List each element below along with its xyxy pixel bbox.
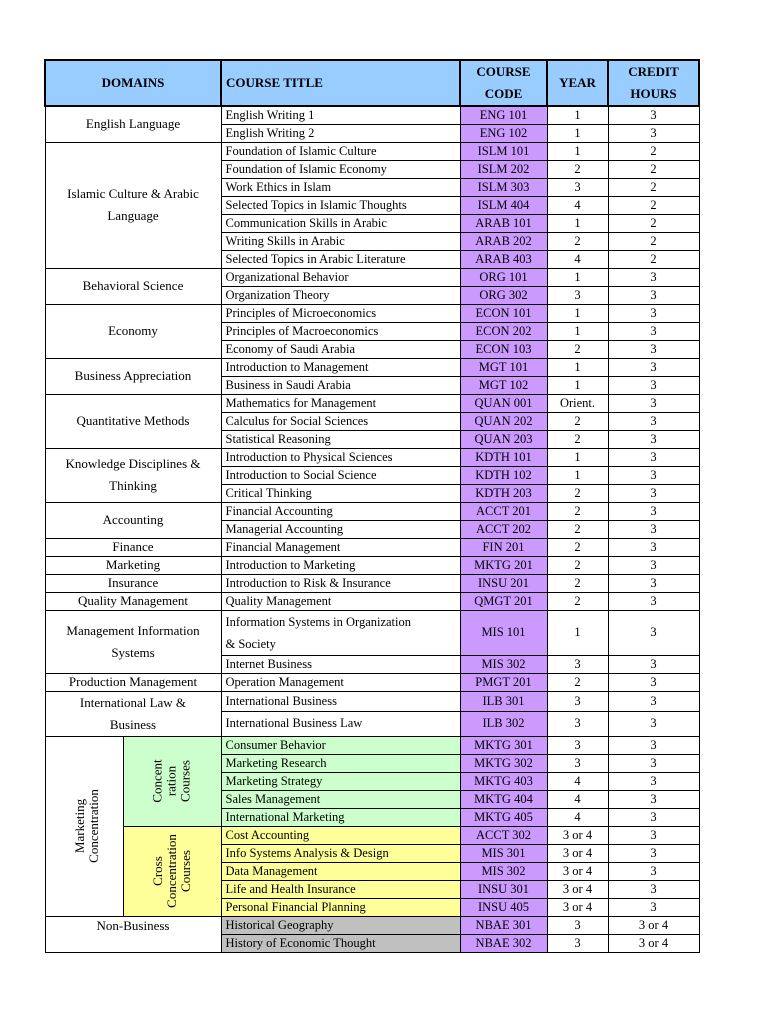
domain-islamic-line1: Islamic Culture & Arabic — [67, 186, 199, 201]
header-course-code — [460, 60, 547, 106]
course-title — [221, 610, 460, 655]
course-code: ISLM 202 — [460, 160, 547, 178]
domain-knowledge — [45, 448, 221, 502]
domain-production: Production Management — [45, 673, 221, 691]
course-title: Work Ethics in Islam — [221, 178, 460, 196]
course-year: Orient. — [547, 394, 608, 412]
course-code: KDTH 203 — [460, 484, 547, 502]
course-year: 1 — [547, 268, 608, 286]
course-credit: 3 — [608, 711, 699, 736]
cross-concentration-cell — [123, 826, 221, 916]
course-credit: 3 — [608, 268, 699, 286]
course-credit: 3 or 4 — [608, 916, 699, 934]
course-year: 3 — [547, 691, 608, 711]
course-code: ECON 103 — [460, 340, 547, 358]
course-year: 1 — [547, 448, 608, 466]
course-code: NBAE 301 — [460, 916, 547, 934]
course-credit: 3 — [608, 340, 699, 358]
course-credit: 3 — [608, 376, 699, 394]
course-code: ECON 101 — [460, 304, 547, 322]
course-title: Marketing Strategy — [221, 772, 460, 790]
course-title: Historical Geography — [221, 916, 460, 934]
course-title: Quality Management — [221, 592, 460, 610]
course-year: 3 or 4 — [547, 826, 608, 844]
course-credit: 3 — [608, 520, 699, 538]
course-title: Introduction to Physical Sciences — [221, 448, 460, 466]
domain-marketing: Marketing — [45, 556, 221, 574]
course-code: ENG 102 — [460, 124, 547, 142]
course-code: ENG 101 — [460, 106, 547, 124]
course-year: 3 or 4 — [547, 844, 608, 862]
cross-line1: Cross — [150, 855, 165, 886]
course-title: Organizational Behavior — [221, 268, 460, 286]
conc-line2: ration — [163, 765, 179, 796]
course-code: PMGT 201 — [460, 673, 547, 691]
course-code: ARAB 403 — [460, 250, 547, 268]
course-title: Info Systems Analysis & Design — [221, 844, 460, 862]
header-domains: DOMAINS — [45, 60, 221, 106]
domain-insurance: Insurance — [45, 574, 221, 592]
course-year: 1 — [547, 124, 608, 142]
course-year: 3 — [547, 655, 608, 673]
marketing-concentration-label — [72, 789, 100, 863]
cross-line2: Concentration — [164, 833, 179, 908]
course-year: 2 — [547, 484, 608, 502]
course-code: ORG 101 — [460, 268, 547, 286]
course-credit: 3 — [608, 790, 699, 808]
course-title: Introduction to Marketing — [221, 556, 460, 574]
course-year: 2 — [547, 160, 608, 178]
course-title: Sales Management — [221, 790, 460, 808]
course-credit: 3 — [608, 655, 699, 673]
course-year: 2 — [547, 520, 608, 538]
course-title: Life and Health Insurance — [221, 880, 460, 898]
course-year: 3 — [547, 286, 608, 304]
course-credit: 3 or 4 — [608, 934, 699, 952]
course-title-line1: Information Systems in Organization — [225, 614, 412, 629]
course-year: 4 — [547, 196, 608, 214]
course-credit: 3 — [608, 430, 699, 448]
course-code: ISLM 404 — [460, 196, 547, 214]
course-title: Business in Saudi Arabia — [221, 376, 460, 394]
header-year: YEAR — [547, 60, 608, 106]
header-credit-hours — [608, 60, 699, 106]
course-credit: 3 — [608, 286, 699, 304]
course-credit: 3 — [608, 448, 699, 466]
domain-quality: Quality Management — [45, 592, 221, 610]
course-credit: 2 — [608, 178, 699, 196]
course-year: 2 — [547, 340, 608, 358]
mkt-conc-line1: Marketing — [71, 798, 87, 853]
domain-non-business: Non-Business — [45, 916, 221, 952]
domain-quantitative: Quantitative Methods — [45, 394, 221, 448]
cross-line3: Courses — [178, 849, 193, 892]
conc-line3: Courses — [177, 759, 193, 802]
domain-intl-law-line2: Business — [109, 716, 157, 732]
domain-marketing-concentration — [45, 736, 123, 916]
course-code: INSU 201 — [460, 574, 547, 592]
course-code: MKTG 405 — [460, 808, 547, 826]
course-title: Cost Accounting — [221, 826, 460, 844]
domain-islamic — [45, 142, 221, 268]
course-year: 2 — [547, 232, 608, 250]
domain-knowledge-line1: Knowledge Disciplines & — [65, 456, 201, 471]
course-title: Introduction to Management — [221, 358, 460, 376]
course-credit: 3 — [608, 610, 699, 655]
course-title: Managerial Accounting — [221, 520, 460, 538]
course-year: 3 — [547, 178, 608, 196]
course-year: 1 — [547, 142, 608, 160]
course-code: MKTG 201 — [460, 556, 547, 574]
course-year: 3 — [547, 736, 608, 754]
course-title: International Business Law — [221, 711, 460, 736]
course-title: Economy of Saudi Arabia — [221, 340, 460, 358]
course-year: 1 — [547, 106, 608, 124]
course-code: ACCT 202 — [460, 520, 547, 538]
course-credit: 3 — [608, 502, 699, 520]
course-year: 2 — [547, 430, 608, 448]
course-credit: 3 — [608, 880, 699, 898]
course-title: English Writing 1 — [221, 106, 460, 124]
course-code: QUAN 203 — [460, 430, 547, 448]
course-year: 1 — [547, 466, 608, 484]
course-credit: 3 — [608, 466, 699, 484]
course-code: FIN 201 — [460, 538, 547, 556]
course-title: Selected Topics in Islamic Thoughts — [221, 196, 460, 214]
course-code: ILB 301 — [460, 691, 547, 711]
course-code: INSU 301 — [460, 880, 547, 898]
course-code: MIS 101 — [460, 610, 547, 655]
course-year: 4 — [547, 250, 608, 268]
cross-concentration-label — [151, 834, 193, 908]
course-year: 3 or 4 — [547, 862, 608, 880]
course-code: MIS 301 — [460, 844, 547, 862]
course-credit: 2 — [608, 214, 699, 232]
course-credit: 3 — [608, 124, 699, 142]
course-code: KDTH 102 — [460, 466, 547, 484]
course-title: Foundation of Islamic Economy — [221, 160, 460, 178]
course-title: Data Management — [221, 862, 460, 880]
course-code: ILB 302 — [460, 711, 547, 736]
course-credit: 3 — [608, 304, 699, 322]
domain-mis-line2: Systems — [111, 644, 155, 660]
course-year: 2 — [547, 556, 608, 574]
course-title: Principles of Microeconomics — [221, 304, 460, 322]
course-year: 1 — [547, 376, 608, 394]
domain-intl-law — [45, 691, 221, 736]
course-code: ECON 202 — [460, 322, 547, 340]
course-title: English Writing 2 — [221, 124, 460, 142]
course-credit: 2 — [608, 232, 699, 250]
course-credit: 3 — [608, 754, 699, 772]
course-title: Financial Accounting — [221, 502, 460, 520]
mkt-conc-line2: Concentration — [85, 788, 101, 863]
course-credit: 3 — [608, 736, 699, 754]
course-code: ORG 302 — [460, 286, 547, 304]
course-code: INSU 405 — [460, 898, 547, 916]
course-credit: 3 — [608, 412, 699, 430]
course-credit: 3 — [608, 106, 699, 124]
course-title: Financial Management — [221, 538, 460, 556]
header-course-code-line2: CODE — [484, 86, 523, 101]
course-year: 4 — [547, 772, 608, 790]
domain-economy: Economy — [45, 304, 221, 358]
course-year: 3 — [547, 916, 608, 934]
course-credit: 3 — [608, 898, 699, 916]
course-year: 2 — [547, 412, 608, 430]
course-credit: 3 — [608, 592, 699, 610]
course-credit: 3 — [608, 538, 699, 556]
course-credit: 3 — [608, 691, 699, 711]
header-course-code-line1: COURSE — [476, 64, 531, 79]
course-year: 1 — [547, 304, 608, 322]
course-code: KDTH 101 — [460, 448, 547, 466]
course-code: MKTG 404 — [460, 790, 547, 808]
course-year: 4 — [547, 790, 608, 808]
conc-line1: Concent — [149, 758, 165, 803]
course-title: Principles of Macroeconomics — [221, 322, 460, 340]
course-code: QMGT 201 — [460, 592, 547, 610]
course-year: 2 — [547, 673, 608, 691]
course-code: ARAB 202 — [460, 232, 547, 250]
course-year: 2 — [547, 592, 608, 610]
domain-mis-line1: Management Information — [66, 622, 200, 638]
course-credit: 3 — [608, 394, 699, 412]
course-credit: 3 — [608, 556, 699, 574]
course-code: ISLM 303 — [460, 178, 547, 196]
header-credit-line1: CREDIT — [628, 64, 679, 79]
course-code: MIS 302 — [460, 655, 547, 673]
concentration-courses-cell — [123, 736, 221, 826]
course-year: 3 or 4 — [547, 898, 608, 916]
course-credit: 3 — [608, 673, 699, 691]
domain-knowledge-line2: Thinking — [109, 478, 157, 493]
domain-business-appreciation: Business Appreciation — [45, 358, 221, 394]
course-title: Marketing Research — [221, 754, 460, 772]
domain-intl-law-line1: International Law & — [79, 694, 187, 710]
course-credit: 3 — [608, 772, 699, 790]
course-title: Critical Thinking — [221, 484, 460, 502]
course-year: 1 — [547, 358, 608, 376]
course-title: Statistical Reasoning — [221, 430, 460, 448]
course-title: Consumer Behavior — [221, 736, 460, 754]
course-title: Calculus for Social Sciences — [221, 412, 460, 430]
course-plan-table — [44, 59, 700, 953]
course-title: Introduction to Risk & Insurance — [221, 574, 460, 592]
course-year: 3 — [547, 711, 608, 736]
course-code: ACCT 302 — [460, 826, 547, 844]
course-title: Internet Business — [221, 655, 460, 673]
course-code: MKTG 403 — [460, 772, 547, 790]
course-credit: 3 — [608, 484, 699, 502]
course-credit: 3 — [608, 808, 699, 826]
course-year: 2 — [547, 538, 608, 556]
course-year: 4 — [547, 808, 608, 826]
course-title: Introduction to Social Science — [221, 466, 460, 484]
course-code: QUAN 001 — [460, 394, 547, 412]
course-credit: 2 — [608, 196, 699, 214]
course-credit: 2 — [608, 142, 699, 160]
course-title: Selected Topics in Arabic Literature — [221, 250, 460, 268]
course-credit: 3 — [608, 826, 699, 844]
course-credit: 3 — [608, 862, 699, 880]
course-credit: 3 — [608, 844, 699, 862]
domain-accounting: Accounting — [45, 502, 221, 538]
course-title: Writing Skills in Arabic — [221, 232, 460, 250]
course-year: 3 — [547, 934, 608, 952]
header-credit-line2: HOURS — [630, 86, 677, 101]
course-code: ARAB 101 — [460, 214, 547, 232]
course-title: Foundation of Islamic Culture — [221, 142, 460, 160]
course-credit: 3 — [608, 322, 699, 340]
header-course-title: COURSE TITLE — [221, 60, 460, 106]
course-title: Personal Financial Planning — [221, 898, 460, 916]
course-code: MGT 102 — [460, 376, 547, 394]
course-code: MKTG 302 — [460, 754, 547, 772]
course-year: 2 — [547, 574, 608, 592]
course-title: Mathematics for Management — [221, 394, 460, 412]
course-year: 1 — [547, 610, 608, 655]
domain-mis — [45, 610, 221, 673]
domain-islamic-line2: Language — [107, 208, 159, 223]
course-title: International Business — [221, 691, 460, 711]
course-title: Operation Management — [221, 673, 460, 691]
course-title: Organization Theory — [221, 286, 460, 304]
course-code: MKTG 301 — [460, 736, 547, 754]
course-year: 3 — [547, 754, 608, 772]
course-year: 3 or 4 — [547, 880, 608, 898]
course-code: MGT 101 — [460, 358, 547, 376]
domain-finance: Finance — [45, 538, 221, 556]
course-credit: 2 — [608, 250, 699, 268]
course-year: 1 — [547, 214, 608, 232]
course-title-line2: & Society — [225, 636, 276, 651]
concentration-courses-label — [151, 759, 193, 802]
course-credit: 2 — [608, 160, 699, 178]
course-year: 1 — [547, 322, 608, 340]
course-code: NBAE 302 — [460, 934, 547, 952]
course-title: Communication Skills in Arabic — [221, 214, 460, 232]
course-credit: 3 — [608, 358, 699, 376]
course-title: History of Economic Thought — [221, 934, 460, 952]
domain-behavioral: Behavioral Science — [45, 268, 221, 304]
course-code: ISLM 101 — [460, 142, 547, 160]
course-year: 2 — [547, 502, 608, 520]
course-code: MIS 302 — [460, 862, 547, 880]
course-code: QUAN 202 — [460, 412, 547, 430]
course-code: ACCT 201 — [460, 502, 547, 520]
domain-english: English Language — [45, 106, 221, 142]
course-credit: 3 — [608, 574, 699, 592]
course-title: International Marketing — [221, 808, 460, 826]
